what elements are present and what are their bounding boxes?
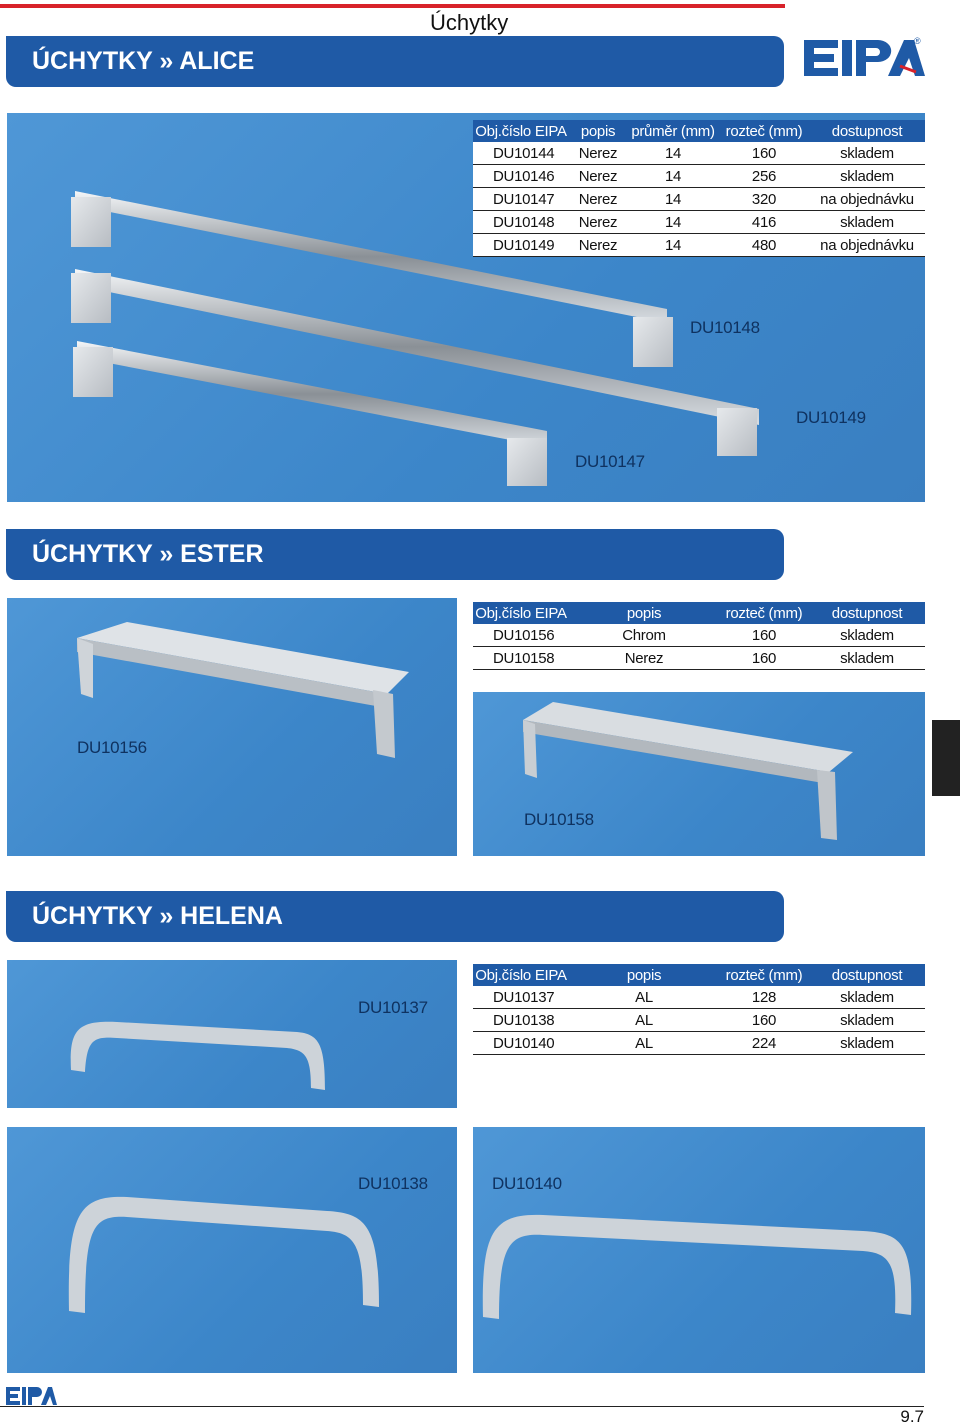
- col-header: dostupnost: [809, 602, 925, 624]
- section-heading-helena: [6, 891, 784, 942]
- ester-photo-du10156: [7, 598, 457, 856]
- helena-photo-du10137: [7, 960, 457, 1108]
- col-header: rozteč (mm): [719, 120, 809, 142]
- cell: DU10138: [473, 1009, 569, 1032]
- cell: Nerez: [569, 234, 627, 257]
- table-header-row: [473, 120, 925, 142]
- section-heading-alice: [6, 36, 784, 87]
- table-header-row: [473, 964, 925, 986]
- cell: AL: [569, 1032, 719, 1055]
- helena-heading-text: ÚCHYTKY » HELENA: [32, 902, 283, 930]
- cell: DU10149: [473, 234, 569, 257]
- cell: DU10137: [473, 986, 569, 1009]
- alice-table: [473, 120, 925, 257]
- cell: Nerez: [569, 647, 719, 670]
- cell: 224: [719, 1032, 809, 1055]
- table-header-row: [473, 602, 925, 624]
- page-number: 9.7: [900, 1407, 924, 1426]
- cell: 160: [719, 624, 809, 647]
- col-header: Obj.číslo EIPA: [473, 602, 569, 624]
- label-du10147: DU10147: [575, 452, 645, 471]
- label-du10138: DU10138: [358, 1174, 428, 1193]
- label-du10137: DU10137: [358, 998, 428, 1017]
- eipa-logo: [804, 36, 926, 84]
- cell: DU10144: [473, 142, 569, 165]
- handle-du10137-illustration: [7, 960, 457, 1108]
- table-row: [473, 1032, 925, 1055]
- cell: 256: [719, 165, 809, 188]
- cell: DU10140: [473, 1032, 569, 1055]
- cell: skladem: [809, 624, 925, 647]
- cell: 160: [719, 647, 809, 670]
- label-du10156: DU10156: [77, 738, 147, 757]
- cell: Nerez: [569, 211, 627, 234]
- cell: 320: [719, 188, 809, 211]
- cell: skladem: [809, 1009, 925, 1032]
- label-du10158: DU10158: [524, 810, 594, 829]
- cell: 160: [719, 142, 809, 165]
- footer-rule: [0, 1406, 924, 1407]
- cell: Nerez: [569, 142, 627, 165]
- table-row: [473, 188, 925, 211]
- ester-heading-text: ÚCHYTKY » ESTER: [32, 540, 264, 568]
- cell: 14: [627, 234, 719, 257]
- alice-heading-text: ÚCHYTKY » ALICE: [32, 47, 255, 75]
- section-heading-ester: [6, 529, 784, 580]
- cell: Nerez: [569, 165, 627, 188]
- cell: 160: [719, 1009, 809, 1032]
- label-du10140: DU10140: [492, 1174, 562, 1193]
- cell: skladem: [809, 165, 925, 188]
- top-red-rule: [0, 4, 785, 8]
- ester-table: [473, 602, 925, 670]
- col-header: dostupnost: [809, 120, 925, 142]
- col-header: rozteč (mm): [719, 964, 809, 986]
- cell: DU10147: [473, 188, 569, 211]
- cell: skladem: [809, 211, 925, 234]
- cell: AL: [569, 986, 719, 1009]
- table-row: [473, 986, 925, 1009]
- col-header: dostupnost: [809, 964, 925, 986]
- col-header: Obj.číslo EIPA: [473, 964, 569, 986]
- cell: skladem: [809, 142, 925, 165]
- helena-photo-du10140: [473, 1127, 925, 1373]
- svg-text:®: ®: [914, 36, 921, 46]
- table-row: [473, 142, 925, 165]
- col-header: popis: [569, 120, 627, 142]
- label-du10148: DU10148: [690, 318, 760, 337]
- helena-photo-du10138: [7, 1127, 457, 1373]
- label-du10149: DU10149: [796, 408, 866, 427]
- page-title: Úchytky: [430, 10, 509, 35]
- handle-du10156-illustration: [7, 598, 457, 856]
- col-header: průměr (mm): [627, 120, 719, 142]
- col-header: popis: [569, 964, 719, 986]
- table-row: [473, 211, 925, 234]
- handle-du10138-illustration: [7, 1127, 457, 1373]
- cell: DU10158: [473, 647, 569, 670]
- cell: 14: [627, 165, 719, 188]
- handle-du10140-illustration: [473, 1127, 925, 1373]
- eipa-logo-small: [6, 1385, 58, 1407]
- table-row: [473, 234, 925, 257]
- cell: DU10148: [473, 211, 569, 234]
- ester-photo-du10158: [473, 692, 925, 856]
- col-header: Obj.číslo EIPA: [473, 120, 569, 142]
- col-header: popis: [569, 602, 719, 624]
- cell: DU10156: [473, 624, 569, 647]
- table-row: [473, 1009, 925, 1032]
- helena-table: [473, 964, 925, 1055]
- cell: DU10146: [473, 165, 569, 188]
- cell: Nerez: [569, 188, 627, 211]
- col-header: rozteč (mm): [719, 602, 809, 624]
- cell: Chrom: [569, 624, 719, 647]
- table-row: [473, 165, 925, 188]
- cell: 128: [719, 986, 809, 1009]
- cell: na objednávku: [809, 188, 925, 211]
- cell: 416: [719, 211, 809, 234]
- cell: skladem: [809, 647, 925, 670]
- cell: 14: [627, 142, 719, 165]
- cell: na objednávku: [809, 234, 925, 257]
- cell: 480: [719, 234, 809, 257]
- cell: 14: [627, 188, 719, 211]
- page-edge-tab: [932, 720, 960, 796]
- handle-du10158-illustration: [473, 692, 925, 856]
- cell: skladem: [809, 1032, 925, 1055]
- cell: skladem: [809, 986, 925, 1009]
- cell: AL: [569, 1009, 719, 1032]
- cell: 14: [627, 211, 719, 234]
- table-row: [473, 624, 925, 647]
- table-row: [473, 647, 925, 670]
